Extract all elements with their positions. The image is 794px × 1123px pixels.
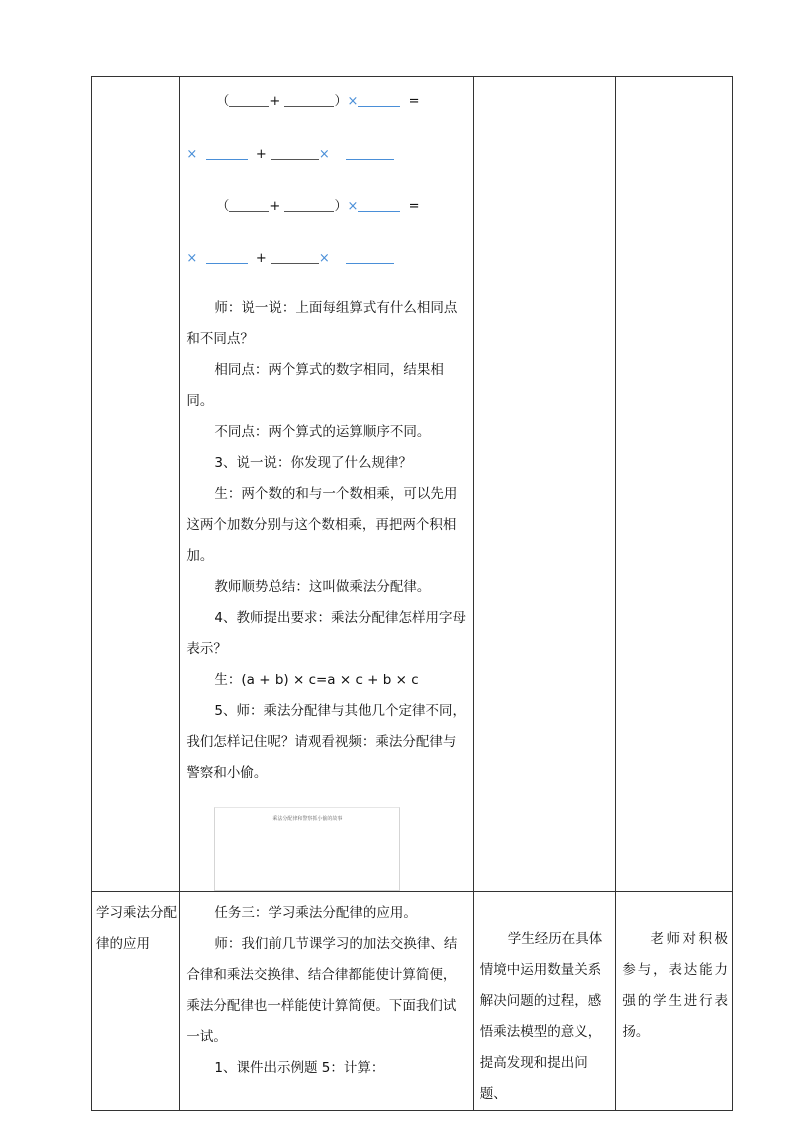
plus-sign: + xyxy=(269,199,281,214)
stage-label-cell xyxy=(92,77,180,892)
plus-sign: + xyxy=(255,147,267,162)
blank xyxy=(271,145,319,160)
blank-expression-line xyxy=(186,233,466,285)
table-row xyxy=(92,77,733,892)
blank xyxy=(206,249,248,264)
close-paren: ） xyxy=(334,199,348,214)
blank xyxy=(206,145,248,160)
paragraph: 4、教师提出要求：乘法分配律怎样用字母表示？ xyxy=(186,610,466,657)
lesson-plan-table xyxy=(91,76,733,1111)
times-sign: × xyxy=(318,251,330,266)
times-sign: × xyxy=(318,147,330,162)
equals-sign: = xyxy=(408,199,420,214)
plus-sign: + xyxy=(269,94,281,109)
times-sign: × xyxy=(347,199,359,214)
blank xyxy=(229,92,269,107)
blank xyxy=(229,197,269,212)
blank xyxy=(358,197,400,212)
blank-expression-line xyxy=(186,129,466,181)
equals-sign: = xyxy=(408,94,420,109)
design-intent-cell xyxy=(616,892,733,1111)
paragraph: 5、师：乘法分配律与其他几个定律不同，我们怎样记住呢？请观看视频：乘法分配律与警察和小偷。 xyxy=(186,703,466,781)
teaching-process-cell xyxy=(180,77,473,892)
blank-expression-line xyxy=(186,77,466,129)
paragraph: 1、课件出示例题 5：计算： xyxy=(214,1060,385,1076)
times-sign: × xyxy=(186,147,198,162)
blank-expression-line xyxy=(186,181,466,233)
stage-label: 学习乘法分配律的应用 xyxy=(96,905,177,952)
blank xyxy=(358,92,400,107)
paragraph: 任务三：学习乘法分配律的应用。 xyxy=(214,905,417,921)
open-paren: （ xyxy=(216,199,230,214)
student-activity-text: 学生经历在具体情境中运用数量关系解决问题的过程，感悟乘法模型的意义，提高发现和提出问题、 xyxy=(479,931,603,1102)
video-caption: 乘法分配律和警察抓小偷的故事 xyxy=(272,816,343,822)
paragraph: 3、说一说：你发现了什么规律？ xyxy=(214,455,412,471)
times-sign: × xyxy=(347,94,359,109)
close-paren: ） xyxy=(334,94,348,109)
blank xyxy=(284,92,334,107)
blank xyxy=(346,249,394,264)
design-intent-cell xyxy=(616,77,733,892)
blank xyxy=(284,197,334,212)
blank xyxy=(271,249,319,264)
stage-label-cell xyxy=(92,892,180,1111)
student-activity-cell xyxy=(473,77,616,892)
times-sign: × xyxy=(186,251,198,266)
video-thumbnail[interactable] xyxy=(214,807,400,891)
teaching-process-cell xyxy=(180,892,473,1111)
student-activity-cell xyxy=(473,892,616,1111)
paragraph: 不同点：两个算式的运算顺序不同。 xyxy=(214,424,431,440)
design-intent-text: 老师对积极参与，表达能力强的学生进行表扬。 xyxy=(622,931,728,1040)
paragraph: 教师顺势总结：这叫做乘法分配律。 xyxy=(214,579,431,595)
paragraph: 师：我们前几节课学习的加法交换律、结合律和乘法交换律、结合律都能使计算简便，乘法分配律也一样能使计算简便。下面我们试一试。 xyxy=(186,936,458,1045)
paragraph: 师：说一说：上面每组算式有什么相同点和不同点？ xyxy=(186,300,458,347)
paragraph: 生：两个数的和与一个数相乘，可以先用这两个加数分别与这个数相乘，再把两个积相加。 xyxy=(186,486,458,564)
blank xyxy=(346,145,394,160)
table-row xyxy=(92,892,733,1111)
plus-sign: + xyxy=(255,251,267,266)
paragraph: 相同点：两个算式的数字相同，结果相同。 xyxy=(186,362,444,409)
formula-paragraph: 生：(a + b) × c=a × c + b × c xyxy=(214,672,419,688)
open-paren: （ xyxy=(216,94,230,109)
